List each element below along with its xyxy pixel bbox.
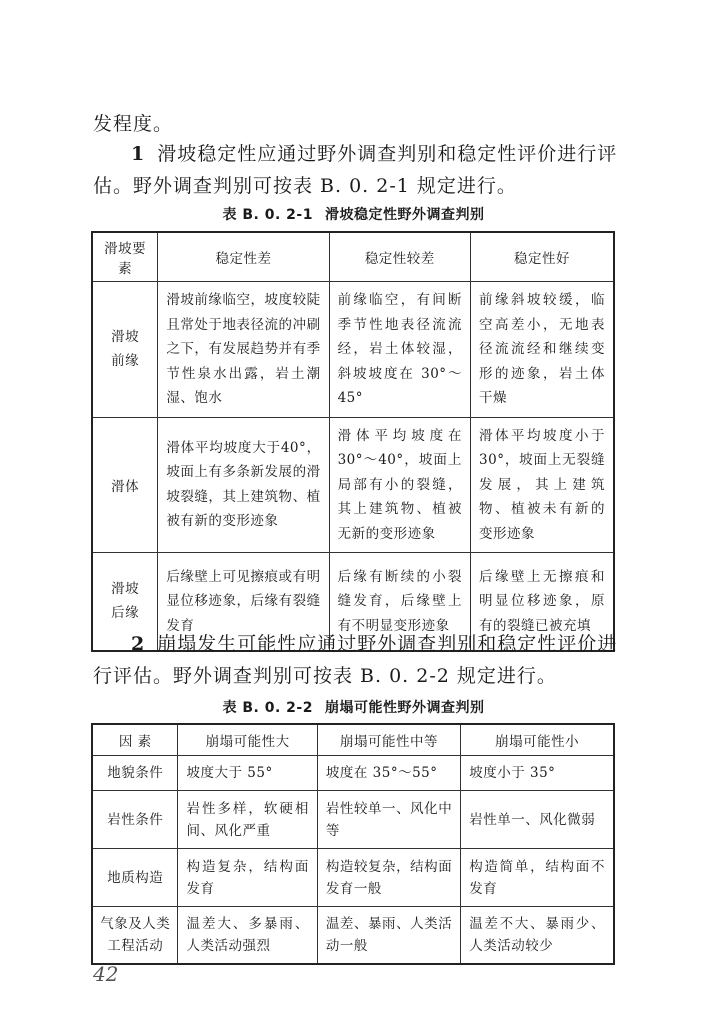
- row-factor: 地质构造: [92, 849, 178, 907]
- table-cell: 坡度小于 35°: [461, 756, 614, 791]
- table-cell: 坡度在 35°～55°: [317, 756, 460, 791]
- table-cell: 后缘有断续的小裂缝发育，后缘壁上有不明显变形迹象: [329, 553, 470, 651]
- row-factor: 地貌条件: [92, 756, 178, 791]
- column-header: 稳定性差: [158, 232, 329, 282]
- table-1-caption-label: 表 B. 0. 2-1: [222, 207, 313, 223]
- table-1-caption: [0, 204, 707, 224]
- table-cell: 构造复杂，结构面发育: [178, 849, 317, 907]
- collapse-possibility-table: [91, 723, 615, 965]
- column-header: 崩塌可能性大: [178, 724, 317, 756]
- column-header: 因 素: [92, 724, 178, 756]
- table-row: [92, 849, 614, 907]
- landslide-stability-table: [91, 231, 615, 652]
- row-factor: 气象及人类工程活动: [92, 907, 178, 965]
- table-cell: 后缘壁上无擦痕和明显位移迹象，原有的裂缝已被充填: [471, 553, 614, 651]
- item-1-number: 1: [131, 143, 146, 165]
- table-1-caption-title: 滑坡稳定性野外调查判别: [324, 207, 485, 223]
- table-cell: 温差大、多暴雨、人类活动强烈: [178, 907, 317, 965]
- table-2-caption: [0, 697, 707, 717]
- page-number: 42: [93, 962, 119, 986]
- table-2-caption-title: 崩塌可能性野外调查判别: [324, 700, 485, 716]
- item-1-text: 滑坡稳定性应通过野外调查判别和稳定性评价进行评估。野外调查判别可按表 B. 0. 2-1 规定进行。: [93, 143, 618, 197]
- table-cell: 滑体平均坡度小于 30°，坡面上无裂缝发展，其上建筑物、植被未有新的变形迹象: [471, 417, 614, 553]
- table-row: [92, 907, 614, 965]
- row-factor: 滑坡前缘: [92, 282, 158, 418]
- row-factor: 滑体: [92, 417, 158, 553]
- column-header: 滑坡要素: [92, 232, 158, 282]
- table-cell: 后缘壁上可见擦痕或有明显位移迹象，后缘有裂缝发育: [158, 553, 329, 651]
- table-cell: 滑体平均坡度大于40°，坡面上有多条新发展的滑坡裂缝，其上建筑物、植被有新的变形迹象: [158, 417, 329, 553]
- column-header: 稳定性较差: [329, 232, 470, 282]
- table-header-row: [92, 232, 614, 282]
- column-header: 崩塌可能性中等: [317, 724, 460, 756]
- table-cell: 构造较复杂，结构面发育一般: [317, 849, 460, 907]
- intro-line: 发程度。: [93, 113, 174, 135]
- table-cell: 构造简单，结构面不发育: [461, 849, 614, 907]
- row-factor: 岩性条件: [92, 791, 178, 849]
- table-row: [92, 791, 614, 849]
- column-header: 崩塌可能性小: [461, 724, 614, 756]
- item-2-text: 崩塌发生可能性应通过野外调查判别和稳定性评价进行评估。野外调查判别可按表 B. 0. 2-2 规定进行。: [93, 633, 618, 687]
- table-row: [92, 417, 614, 553]
- table-cell: 岩性多样，软硬相间、风化严重: [178, 791, 317, 849]
- table-row: [92, 282, 614, 418]
- item-2-paragraph: [93, 628, 623, 692]
- table-2-caption-label: 表 B. 0. 2-2: [222, 700, 313, 716]
- table-header-row: [92, 724, 614, 756]
- column-header: 稳定性好: [471, 232, 614, 282]
- table-cell: 岩性较单一、风化中等: [317, 791, 460, 849]
- table-cell: 温差、暴雨、人类活动一般: [317, 907, 460, 965]
- table-cell: 前缘临空，有间断季节性地表径流流经，岩土体较湿，斜坡坡度在 30°～45°: [329, 282, 470, 418]
- table-cell: 岩性单一、风化微弱: [461, 791, 614, 849]
- table-cell: 滑体平均坡度在 30°～40°，坡面上局部有小的裂缝，其上建筑物、植被无新的变形迹象: [329, 417, 470, 553]
- item-2-number: 2: [131, 633, 146, 655]
- table-row: [92, 756, 614, 791]
- table-cell: 温差不大、暴雨少、人类活动较少: [461, 907, 614, 965]
- table-cell: 坡度大于 55°: [178, 756, 317, 791]
- table-cell: 前缘斜坡较缓，临空高差小，无地表径流流经和继续变形的迹象，岩土体干燥: [471, 282, 614, 418]
- row-factor: 滑坡后缘: [92, 553, 158, 651]
- item-1-paragraph: [93, 138, 623, 202]
- table-cell: 滑坡前缘临空，坡度较陡且常处于地表径流的冲刷之下，有发展趋势并有季节性泉水出露，岩土潮湿、饱水: [158, 282, 329, 418]
